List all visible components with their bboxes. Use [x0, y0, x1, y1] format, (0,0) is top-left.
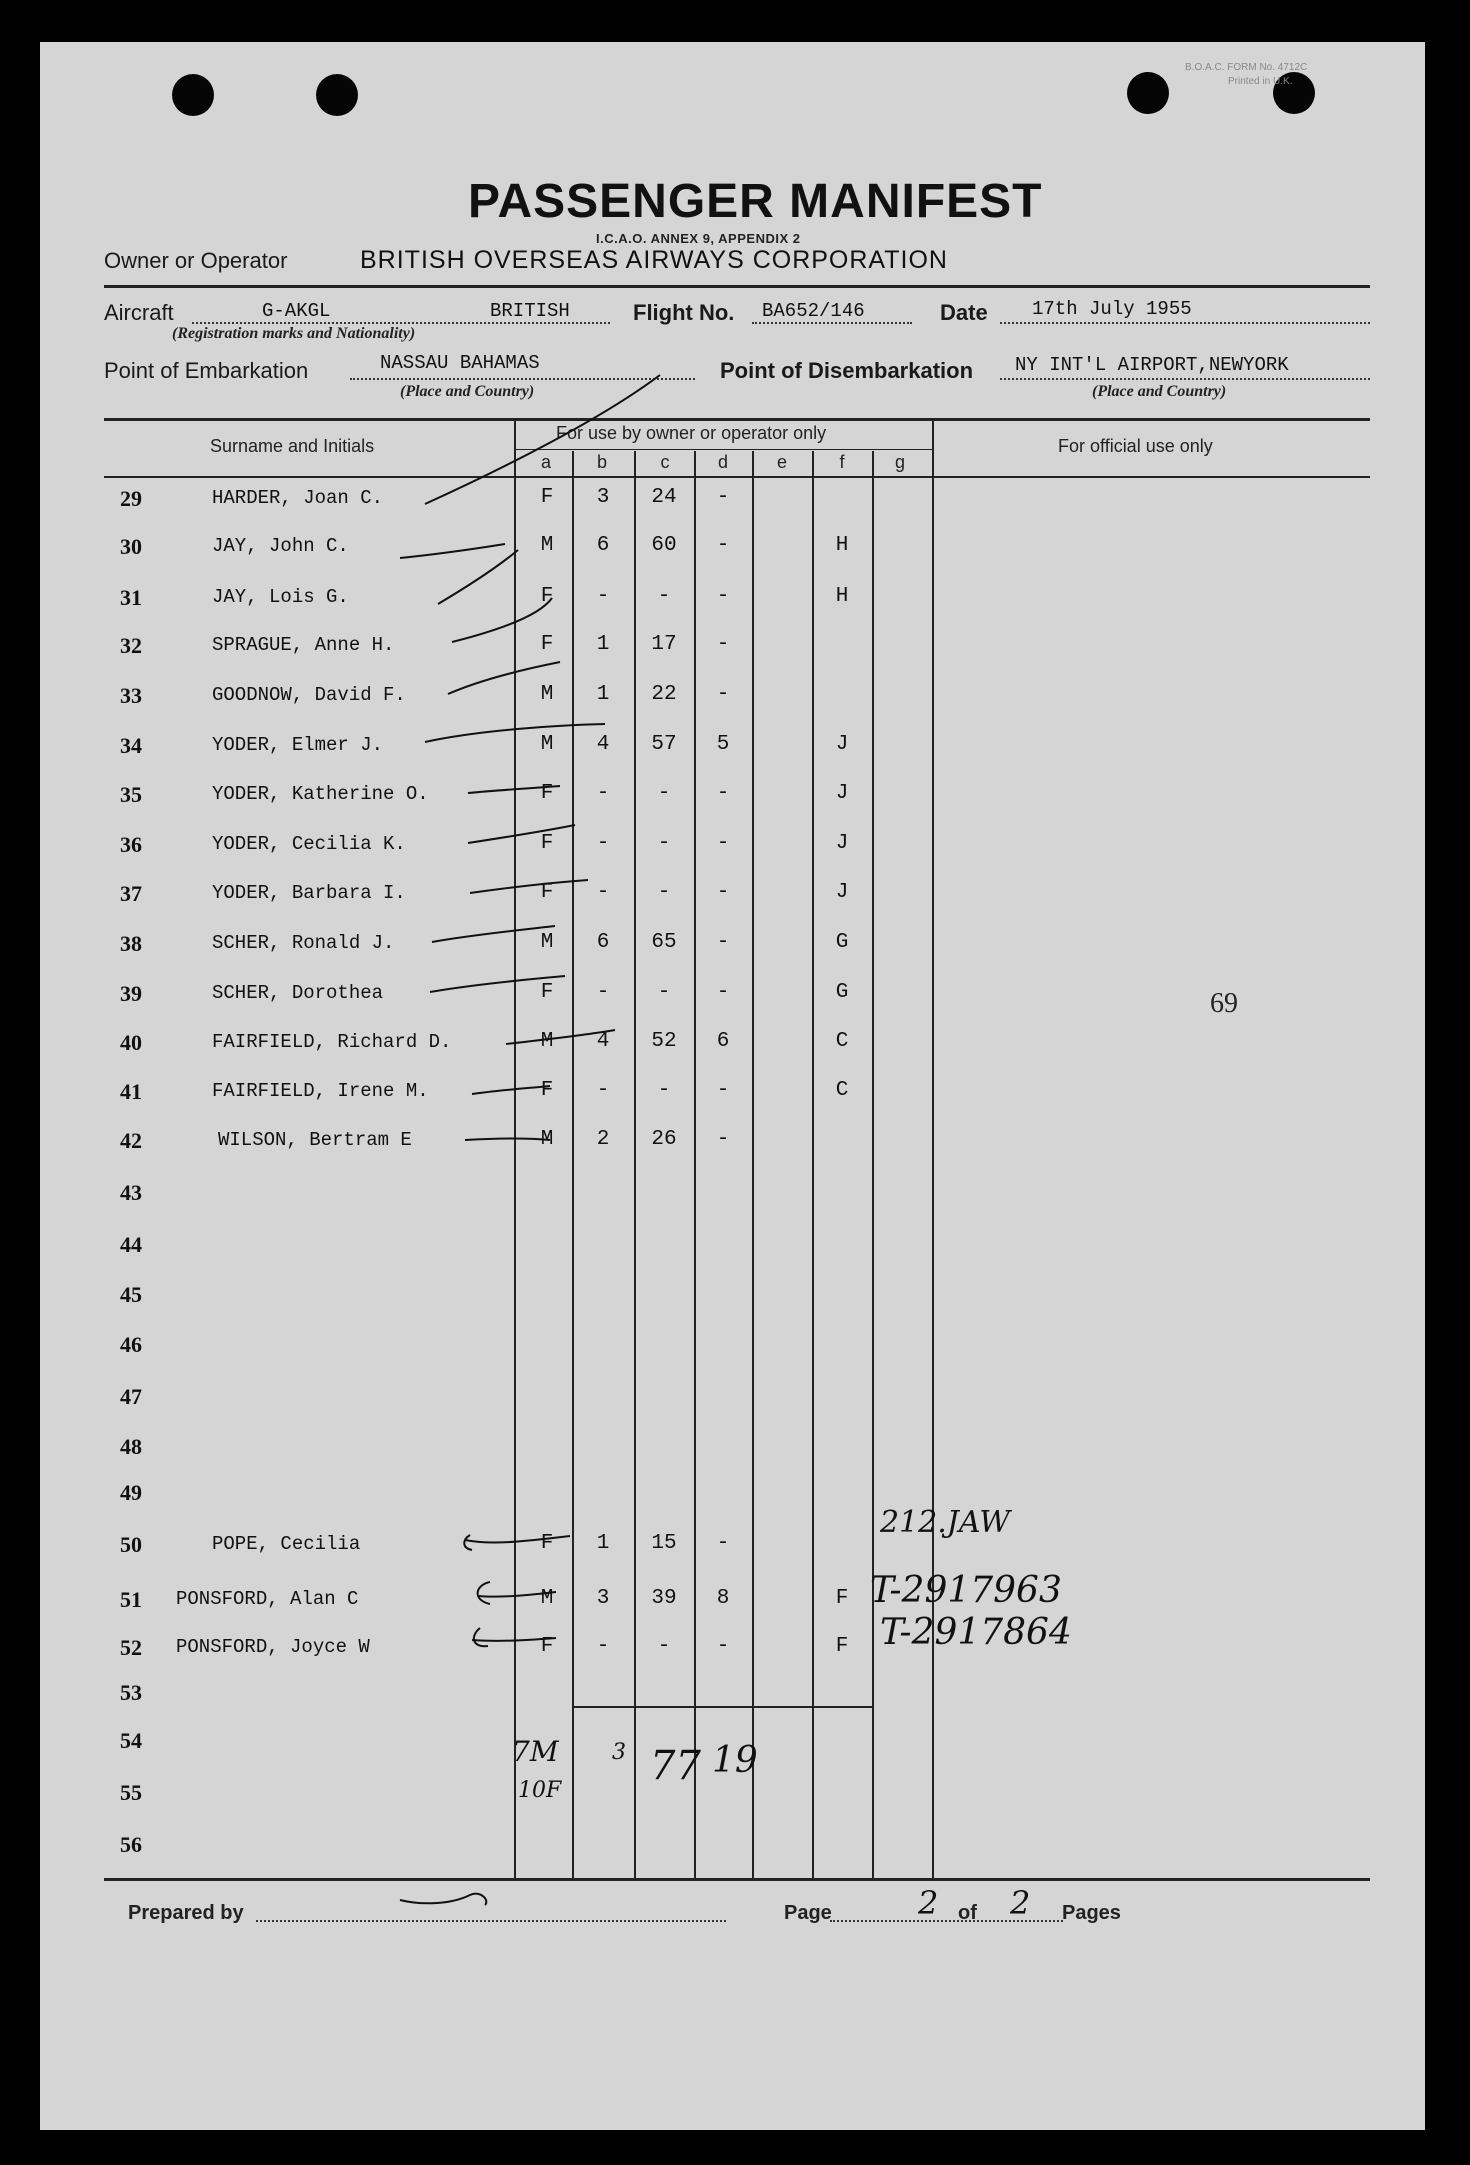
pen-stroke — [425, 375, 660, 504]
cell-a: F — [540, 585, 554, 608]
cell-c: 22 — [651, 683, 677, 706]
cell-a: M — [540, 534, 554, 557]
aircraft-note: (Registration marks and Nationality) — [172, 325, 416, 342]
row-number: 32 — [120, 633, 142, 658]
owner-value: BRITISH OVERSEAS AIRWAYS CORPORATION — [360, 246, 948, 274]
passenger-name: JAY, Lois G. — [212, 586, 349, 608]
pen-stroke — [472, 1086, 550, 1094]
form-stamp: B.O.A.C. FORM No. 4712C — [1185, 62, 1308, 73]
row-number: 47 — [120, 1384, 142, 1409]
cell-b: 1 — [596, 633, 610, 656]
form-stamp-printed: Printed in U.K. — [1228, 76, 1293, 87]
disembark-label: Point of Disembarkation — [720, 358, 974, 383]
cell-b: 1 — [596, 1532, 610, 1555]
passenger-name: JAY, John C. — [212, 535, 349, 557]
cell-c: - — [657, 1079, 671, 1102]
row-number: 56 — [120, 1832, 142, 1857]
pen-stroke — [438, 550, 518, 604]
cell-a: F — [540, 486, 554, 509]
passenger-name: HARDER, Joan C. — [212, 487, 384, 509]
cell-f: H — [835, 534, 849, 557]
official-note: 69 — [1210, 988, 1238, 1019]
cell-b: 3 — [596, 1587, 610, 1610]
subcol-f: f — [839, 452, 845, 472]
flight-label: Flight No. — [633, 300, 735, 325]
pen-stroke — [472, 1638, 556, 1641]
row-number: 30 — [120, 534, 142, 559]
cell-d: - — [716, 782, 730, 805]
cell-b: - — [596, 585, 610, 608]
row-number: 45 — [120, 1282, 142, 1307]
cell-d: - — [716, 633, 730, 656]
cell-a: F — [540, 1079, 554, 1102]
cell-d: - — [716, 683, 730, 706]
page-title: PASSENGER MANIFEST — [468, 175, 1043, 228]
handwritten-r50: 212.JAW — [880, 1505, 1011, 1540]
cell-a: F — [540, 981, 554, 1004]
cell-c: - — [657, 981, 671, 1004]
cell-d: - — [716, 534, 730, 557]
cell-f: G — [835, 931, 849, 954]
col-official-header: For official use only — [1058, 436, 1213, 456]
cell-a: M — [540, 683, 554, 706]
cell-c: 17 — [651, 633, 677, 656]
cell-b: 4 — [596, 733, 610, 756]
total-a2: 10F — [518, 1778, 562, 1803]
subcol-c: c — [660, 452, 670, 472]
pen-c — [464, 1535, 472, 1550]
row-number: 34 — [120, 733, 142, 758]
passenger-name: YODER, Katherine O. — [212, 783, 429, 805]
row-number: 54 — [120, 1728, 142, 1753]
row-number: 42 — [120, 1128, 142, 1153]
pen-c — [474, 1628, 488, 1646]
cell-a: F — [540, 1532, 554, 1555]
cell-b: - — [596, 1635, 610, 1658]
cell-c: 52 — [651, 1030, 677, 1053]
cell-c: 24 — [651, 486, 677, 509]
cell-a: F — [540, 832, 554, 855]
pen-stroke — [506, 1030, 615, 1044]
cell-b: 4 — [596, 1030, 610, 1053]
pen-stroke — [465, 1536, 570, 1543]
pen-stroke — [400, 544, 505, 558]
cell-a: M — [540, 1587, 554, 1610]
cell-b: - — [596, 881, 610, 904]
row-number: 36 — [120, 832, 142, 857]
cell-c: - — [657, 1635, 671, 1658]
handwritten-r52: T-2917864 — [880, 1612, 1072, 1653]
cell-c: 15 — [651, 1532, 677, 1555]
row-number: 33 — [120, 683, 142, 708]
cell-f: C — [835, 1030, 849, 1053]
pen-stroke — [432, 926, 555, 942]
cell-c: - — [657, 585, 671, 608]
row-number: 51 — [120, 1587, 142, 1612]
cell-f: J — [835, 782, 849, 805]
passenger-name: GOODNOW, David F. — [212, 684, 406, 706]
pen-stroke — [448, 662, 560, 694]
cell-b: 6 — [596, 534, 610, 557]
pen-stroke — [478, 1592, 556, 1597]
passenger-name: SPRAGUE, Anne H. — [212, 634, 395, 656]
total-d: 19 — [712, 1740, 758, 1781]
passenger-name: YODER, Elmer J. — [212, 734, 384, 756]
cell-b: 2 — [596, 1128, 610, 1151]
page-subtitle: I.C.A.O. ANNEX 9, APPENDIX 2 — [596, 231, 801, 246]
passenger-name: WILSON, Bertram E — [218, 1129, 412, 1151]
cell-d: - — [716, 832, 730, 855]
row-number: 48 — [120, 1434, 142, 1459]
embark-note: (Place and Country) — [400, 383, 535, 400]
cell-f: H — [835, 585, 849, 608]
row-number: 40 — [120, 1030, 142, 1055]
cell-c: 60 — [651, 534, 677, 557]
cell-c: 57 — [651, 733, 677, 756]
pen-stroke — [468, 825, 575, 843]
cell-d: 5 — [716, 733, 730, 756]
cell-a: M — [540, 931, 554, 954]
passenger-name: PONSFORD, Alan C — [176, 1588, 359, 1610]
cell-d: 8 — [716, 1587, 730, 1610]
cell-b: 6 — [596, 931, 610, 954]
embark-label: Point of Embarkation — [104, 358, 309, 383]
cell-d: - — [716, 931, 730, 954]
disembark-note: (Place and Country) — [1092, 383, 1227, 400]
passenger-name: PONSFORD, Joyce W — [176, 1636, 370, 1658]
embark-value: NASSAU BAHAMAS — [380, 352, 540, 374]
subcol-a: a — [540, 452, 551, 472]
total-b: 3 — [612, 1740, 626, 1765]
row-number: 37 — [120, 881, 142, 906]
cell-b: - — [596, 832, 610, 855]
page-total: 2 — [1010, 1884, 1031, 1922]
cell-f: F — [835, 1635, 849, 1658]
aircraft-nationality: BRITISH — [490, 300, 570, 322]
cell-c: 65 — [651, 931, 677, 954]
col-name-header: Surname and Initials — [210, 436, 375, 456]
cell-a: F — [540, 782, 554, 805]
of-label: of — [958, 1902, 977, 1924]
subcol-e: e — [776, 452, 787, 472]
passenger-name: YODER, Cecilia K. — [212, 833, 406, 855]
pen-stroke — [468, 786, 560, 793]
pen-stroke — [452, 598, 552, 642]
row-number: 41 — [120, 1079, 142, 1104]
cell-d: - — [716, 1635, 730, 1658]
cell-b: - — [596, 1079, 610, 1102]
row-number: 50 — [120, 1532, 142, 1557]
cell-d: - — [716, 1128, 730, 1151]
passenger-name: FAIRFIELD, Richard D. — [212, 1031, 452, 1053]
total-a1: 7M — [512, 1735, 559, 1768]
passenger-name: YODER, Barbara I. — [212, 882, 406, 904]
cell-b: - — [596, 981, 610, 1004]
cell-f: G — [835, 981, 849, 1004]
row-number: 38 — [120, 931, 142, 956]
cell-c: 39 — [651, 1587, 677, 1610]
cell-d: - — [716, 486, 730, 509]
handwritten-r51: T-2917963 — [870, 1570, 1062, 1611]
cell-d: - — [716, 1079, 730, 1102]
pen-stroke — [430, 976, 565, 992]
passenger-name: FAIRFIELD, Irene M. — [212, 1080, 429, 1102]
pen-stroke — [465, 1139, 550, 1141]
row-number: 29 — [120, 486, 142, 511]
col-owner-header: For use by owner or operator only — [556, 423, 827, 443]
row-number: 46 — [120, 1332, 142, 1357]
row-number: 44 — [120, 1232, 142, 1257]
row-number: 43 — [120, 1180, 142, 1205]
cell-d: - — [716, 881, 730, 904]
disembark-value: NY INT'L AIRPORT,NEWYORK — [1015, 354, 1289, 376]
pen-stroke — [470, 880, 588, 893]
cell-d: - — [716, 1532, 730, 1555]
subcol-g: g — [894, 452, 905, 472]
cell-d: - — [716, 981, 730, 1004]
cell-b: 3 — [596, 486, 610, 509]
cell-b: 1 — [596, 683, 610, 706]
cell-f: J — [835, 881, 849, 904]
cell-a: F — [540, 1635, 554, 1658]
row-number: 53 — [120, 1680, 142, 1705]
cell-c: - — [657, 881, 671, 904]
subcol-b: b — [596, 452, 607, 472]
aircraft-label: Aircraft — [104, 300, 174, 325]
cell-a: M — [540, 1128, 554, 1151]
pen-c — [478, 1582, 490, 1604]
prepared-label: Prepared by — [128, 1902, 244, 1924]
row-number: 52 — [120, 1635, 142, 1660]
row-number: 49 — [120, 1480, 142, 1505]
cell-c: - — [657, 782, 671, 805]
cell-f: J — [835, 832, 849, 855]
prepared-line — [256, 1920, 726, 1922]
cell-c: 26 — [651, 1128, 677, 1151]
page-number: 2 — [918, 1884, 939, 1922]
cell-d: 6 — [716, 1030, 730, 1053]
subcol-d: d — [717, 452, 728, 472]
flight-value: BA652/146 — [762, 300, 865, 322]
row-number: 55 — [120, 1780, 142, 1805]
owner-label: Owner or Operator — [104, 248, 288, 273]
pen-stroke — [425, 724, 605, 742]
date-value: 17th July 1955 — [1032, 298, 1192, 320]
cell-c: - — [657, 832, 671, 855]
cell-a: F — [540, 633, 554, 656]
date-label: Date — [940, 300, 988, 325]
cell-a: M — [540, 733, 554, 756]
passenger-name: SCHER, Dorothea — [212, 982, 384, 1004]
row-number: 35 — [120, 782, 142, 807]
row-number: 31 — [120, 585, 142, 610]
table-bottom-rule — [104, 1878, 1370, 1881]
cell-f: J — [835, 733, 849, 756]
passenger-name: SCHER, Ronald J. — [212, 932, 395, 954]
cell-d: - — [716, 585, 730, 608]
cell-f: F — [835, 1587, 849, 1610]
row-number: 39 — [120, 981, 142, 1006]
passenger-name: POPE, Cecilia — [212, 1533, 361, 1555]
cell-b: - — [596, 782, 610, 805]
total-c: 77 — [650, 1743, 701, 1789]
cell-a: M — [540, 1030, 554, 1053]
pages-label: Pages — [1062, 1902, 1121, 1924]
cell-f: C — [835, 1079, 849, 1102]
page-label: Page — [784, 1902, 832, 1924]
aircraft-reg: G-AKGL — [262, 300, 331, 322]
cell-a: F — [540, 881, 554, 904]
